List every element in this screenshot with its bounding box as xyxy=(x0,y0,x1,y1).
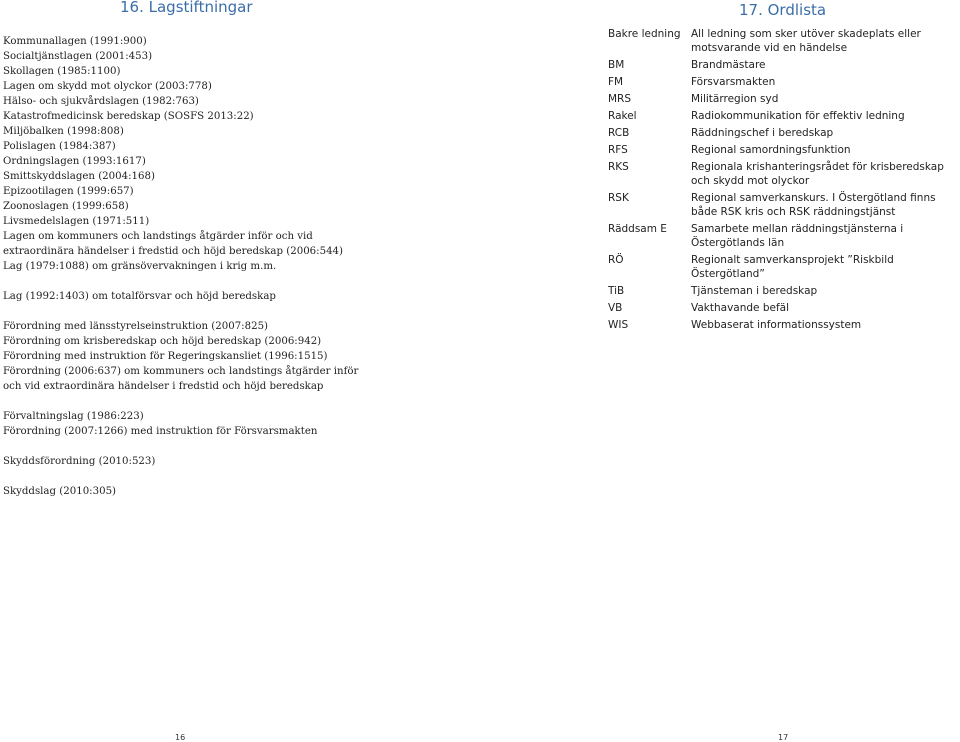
left-page xyxy=(0,0,480,740)
law-item: Lag (1992:1403) om totalförsvar och höjd beredskap xyxy=(3,291,276,302)
glossary-row xyxy=(608,160,948,188)
law-item: Förordning (2007:1266) med instruktion för Försvarsmakten xyxy=(3,426,318,437)
law-item: Miljöbalken (1998:808) xyxy=(3,126,124,137)
law-item: Ordningslagen (1993:1617) xyxy=(3,156,146,167)
glossary-row xyxy=(608,126,948,140)
glossary-term: BM xyxy=(608,59,625,71)
glossary-row xyxy=(608,253,948,281)
right-section-title: 17. Ordlista xyxy=(739,1,827,19)
law-item: Socialtjänstlagen (2001:453) xyxy=(3,51,153,62)
glossary-definition: Regional samverkanskurs. I Östergötland finns både RSK kris och RSK räddningstjänst xyxy=(691,192,936,218)
glossary-definition: Regional samordningsfunktion xyxy=(691,144,851,156)
law-item: Skyddsförordning (2010:523) xyxy=(3,456,156,467)
glossary-definition: Samarbete mellan räddningstjänsterna i Östergötlands län xyxy=(691,223,904,249)
law-item: Katastrofmedicinsk beredskap (SOSFS 2013:22) xyxy=(3,111,254,122)
glossary-term: VB xyxy=(608,302,623,314)
glossary-term: FM xyxy=(608,76,624,88)
law-item: Förordning om krisberedskap och höjd beredskap (2006:942) xyxy=(3,336,322,347)
glossary-term: Rakel xyxy=(608,110,637,122)
glossary-term: TiB xyxy=(608,285,625,297)
law-group xyxy=(3,484,363,499)
law-item: Zoonoslagen (1999:658) xyxy=(3,201,129,212)
glossary-row xyxy=(608,222,948,250)
law-item: Förvaltningslag (1986:223) xyxy=(3,411,144,422)
glossary-term: MRS xyxy=(608,93,632,105)
glossary-row xyxy=(608,27,948,55)
glossary-term: RKS xyxy=(608,161,629,173)
glossary-list xyxy=(608,27,948,335)
right-page-number: 17 xyxy=(778,733,789,742)
left-page-number: 16 xyxy=(175,733,186,742)
law-item: Lagen om kommuners och landstings åtgärder inför och vid extraordinära händelser i fredstid och höjd beredskap (2006:544) xyxy=(3,231,344,257)
law-item: Förordning med instruktion för Regeringskansliet (1996:1515) xyxy=(3,351,328,362)
glossary-definition: Brandmästare xyxy=(691,59,766,71)
law-item: Livsmedelslagen (1971:511) xyxy=(3,216,150,227)
glossary-term: RFS xyxy=(608,144,628,156)
glossary-row xyxy=(608,301,948,315)
law-item: Kommunallagen (1991:900) xyxy=(3,36,147,47)
glossary-row xyxy=(608,109,948,123)
glossary-definition: Regionalt samverkansprojekt ”Riskbild Östergötland” xyxy=(691,254,894,280)
glossary-row xyxy=(608,143,948,157)
law-group xyxy=(3,34,363,274)
glossary-definition: Räddningschef i beredskap xyxy=(691,127,834,139)
glossary-row xyxy=(608,191,948,219)
glossary-definition: Tjänsteman i beredskap xyxy=(691,285,818,297)
law-item: Lagen om skydd mot olyckor (2003:778) xyxy=(3,81,212,92)
glossary-term: Bakre ledning xyxy=(608,28,681,40)
glossary-row xyxy=(608,318,948,332)
glossary-term: RÖ xyxy=(608,254,624,266)
right-page xyxy=(480,0,960,740)
glossary-definition: Radiokommunikation för effektiv ledning xyxy=(691,110,905,122)
glossary-row xyxy=(608,284,948,298)
law-item: Epizootilagen (1999:657) xyxy=(3,186,134,197)
glossary-term: WIS xyxy=(608,319,629,331)
left-section-title: 16. Lagstiftningar xyxy=(120,0,253,16)
law-group xyxy=(3,454,363,469)
glossary-definition: Webbaserat informationssystem xyxy=(691,319,862,331)
law-item: Lag (1979:1088) om gränsövervakningen i krig m.m. xyxy=(3,261,277,272)
glossary-term: RSK xyxy=(608,192,629,204)
glossary-term: Räddsam E xyxy=(608,223,667,235)
law-group xyxy=(3,319,363,394)
law-item: Förordning (2006:637) om kommuners och landstings åtgärder inför och vid extraordinära händelser i fredstid och höjd beredskap xyxy=(3,366,359,392)
glossary-definition: Vakthavande befäl xyxy=(691,302,790,314)
law-item: Smittskyddslagen (2004:168) xyxy=(3,171,155,182)
law-list xyxy=(3,34,363,499)
law-item: Förordning med länsstyrelseinstruktion (2007:825) xyxy=(3,321,269,332)
law-item: Skyddslag (2010:305) xyxy=(3,486,117,497)
glossary-definition: Regionala krishanteringsrådet för krisberedskap och skydd mot olyckor xyxy=(691,161,944,187)
glossary-row xyxy=(608,92,948,106)
law-item: Polislagen (1984:387) xyxy=(3,141,116,152)
glossary-definition: Försvarsmakten xyxy=(691,76,776,88)
law-item: Hälso- och sjukvårdslagen (1982:763) xyxy=(3,96,199,107)
law-group xyxy=(3,289,363,304)
glossary-term: RCB xyxy=(608,127,630,139)
law-group xyxy=(3,409,363,439)
law-item: Skollagen (1985:1100) xyxy=(3,66,121,77)
glossary-row xyxy=(608,58,948,72)
glossary-definition: All ledning som sker utöver skadeplats eller motsvarande vid en händelse xyxy=(691,28,921,54)
glossary-definition: Militärregion syd xyxy=(691,93,779,105)
glossary-row xyxy=(608,75,948,89)
